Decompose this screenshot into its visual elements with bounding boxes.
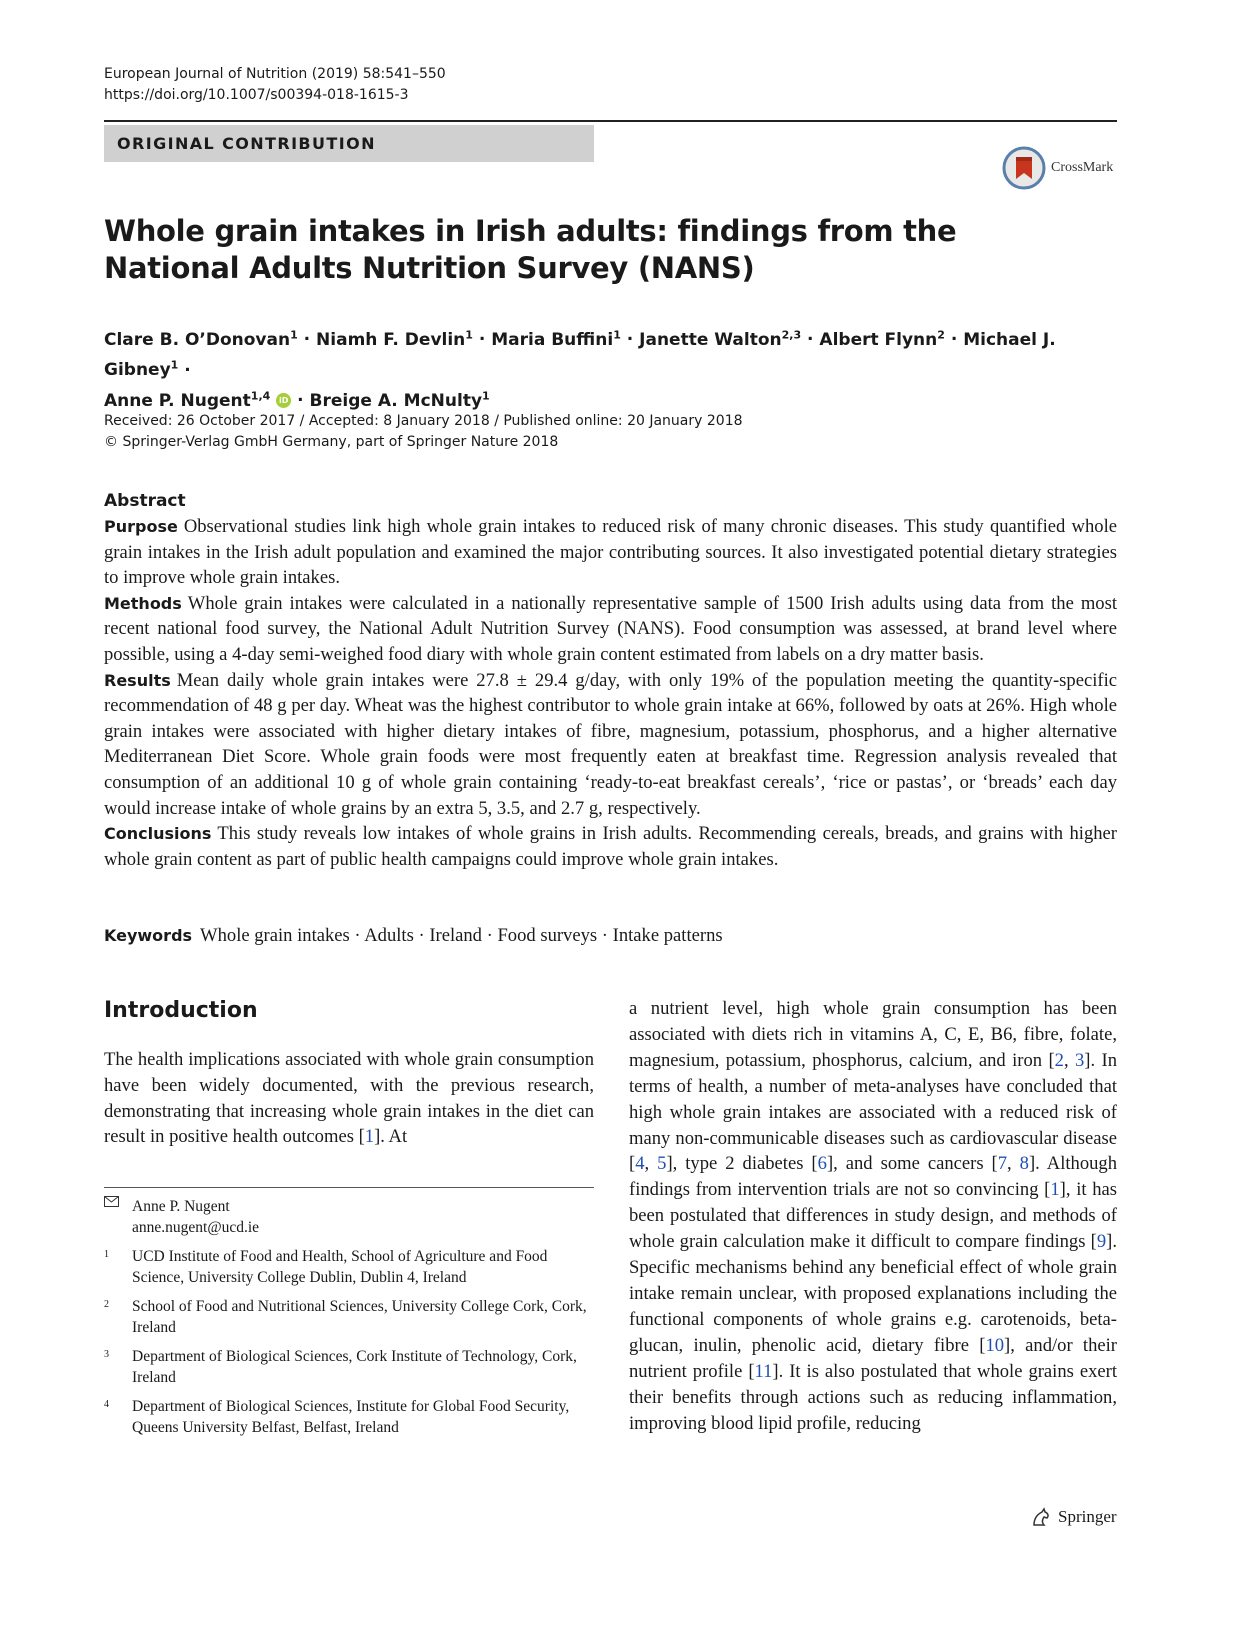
citation-link[interactable]: 2 bbox=[1054, 1049, 1064, 1071]
keywords-label: Keywords bbox=[104, 926, 193, 945]
envelope-icon bbox=[104, 1196, 132, 1238]
contact-footnote bbox=[104, 1196, 594, 1238]
footnotes bbox=[104, 1196, 594, 1446]
section-label: ORIGINAL CONTRIBUTION bbox=[104, 125, 594, 162]
conclusions-label: Conclusions bbox=[104, 824, 212, 844]
citation-link[interactable]: 5 bbox=[657, 1153, 667, 1175]
springer-horse-icon bbox=[1030, 1506, 1052, 1528]
abstract bbox=[104, 488, 1117, 872]
received-accepted-published: Received: 26 October 2017 / Accepted: 8 January 2018 / Published online: 20 January 2018 bbox=[104, 413, 743, 429]
affiliation: 3 Department of Biological Sciences, Cork Institute of Technology, Cork, Ireland bbox=[104, 1348, 577, 1386]
intro-paragraph-left: The health implications associated with whole grain consumption have been widely documented, with the previous research, demonstrating that increasing whole grain intakes in the diet can result in positive health outcomes [1]. At bbox=[104, 1049, 594, 1148]
citation-link[interactable]: 8 bbox=[1019, 1153, 1029, 1175]
journal-citation bbox=[104, 64, 446, 106]
right-column bbox=[629, 996, 1117, 1436]
left-column bbox=[104, 996, 594, 1150]
affiliation: 2 School of Food and Nutritional Sciences, University College Cork, Cork, Ireland bbox=[104, 1298, 587, 1336]
citation-link[interactable]: 3 bbox=[1075, 1049, 1085, 1071]
footnote-rule bbox=[104, 1187, 594, 1188]
abstract-purpose: Purpose Observational studies link high whole grain intakes to reduced risk of many chronic diseases. This study quantified whole grain intakes in the Irish adult population and examined the major contributing sources. It also investigated potential dietary strategies to improve whole grain intakes. bbox=[104, 516, 1117, 589]
introduction-heading: Introduction bbox=[104, 998, 258, 1023]
journal-name: European Journal of Nutrition (2019) 58:541–550 bbox=[104, 66, 446, 82]
author[interactable]: Breige A. McNulty$^1$ bbox=[309, 389, 490, 411]
header-rule bbox=[104, 120, 1117, 122]
abstract-conclusions: Conclusions This study reveals low intakes of whole grains in Irish adults. Recommending cereals, breads, and grains with higher whole grain content as part of public health campaigns could improve whole grain intakes. bbox=[104, 823, 1117, 870]
contact-name: Anne P. Nugent bbox=[132, 1198, 230, 1215]
citation-link[interactable]: 1 bbox=[1050, 1179, 1060, 1201]
author[interactable]: Anne P. Nugent$^{1,4}$ bbox=[104, 389, 271, 411]
keywords-text: Whole grain intakes · Adults · Ireland · Food surveys · Intake patterns bbox=[200, 925, 723, 946]
publisher-name: Springer bbox=[1058, 1507, 1117, 1526]
affiliation: 1 UCD Institute of Food and Health, School of Agriculture and Food Science, University College Dublin, Dublin 4, Ireland bbox=[104, 1248, 548, 1286]
author-list: Clare B. O’Donovan$^1$ · Niamh F. Devlin$^1$ · Maria Buffini$^1$ · Janette Walton$^{2,3}$ · Albert Flynn$^2$ · Michael J. Gibney$^1$ · Anne P. Nugent$^{1,4}$ iD · Breige A. McNulty$^1$ bbox=[104, 328, 1056, 411]
abstract-heading: Abstract bbox=[104, 491, 186, 511]
citation-link[interactable]: 11 bbox=[754, 1360, 773, 1382]
crossmark-badge[interactable] bbox=[1002, 146, 1113, 190]
author[interactable]: Maria Buffini$^1$ bbox=[491, 328, 621, 350]
intro-paragraph-right: a nutrient level, high whole grain consumption has been associated with diets rich in vitamins A, C, E, B6, fibre, folate, magnesium, potassium, phosphorus, calcium, and iron [2, 3]. In terms of health, a number of meta-analyses have concluded that high whole grain intakes are associated with a reduced risk of many non-communicable diseases such as cardiovascular disease [4, 5], type 2 diabetes [6], and some cancers [7, 8]. Although findings from intervention trials are not so convincing [1], it has been postulated that differences in study design, and methods of whole grain calculation make it difficult to compare findings [9]. Specific mechanisms behind any beneficial effect of whole grain intake remain unclear, with proposed explanations including the functional components of whole grains e.g. carotenoids, beta-glucan, inulin, phenolic acid, dietary fibre [10], and/or their nutrient profile [11]. It is also postulated that whole grains exert their benefits through actions such as reducing inflammation, improving blood lipid profile, reducing bbox=[629, 998, 1118, 1434]
affiliation: 4 Department of Biological Sciences, Institute for Global Food Security, Queens University Belfast, Belfast, Ireland bbox=[104, 1398, 570, 1436]
citation-link[interactable]: 1 bbox=[364, 1126, 375, 1148]
methods-label: Methods bbox=[104, 593, 182, 613]
author[interactable]: Michael J. Gibney$^1$ bbox=[104, 329, 1056, 381]
author[interactable]: Janette Walton$^{2,3}$ bbox=[639, 328, 802, 350]
author[interactable]: Clare B. O’Donovan$^1$ bbox=[104, 328, 298, 350]
citation-link[interactable]: 10 bbox=[985, 1334, 1005, 1356]
copyright: © Springer-Verlag GmbH Germany, part of Springer Nature 2018 bbox=[104, 434, 559, 450]
article-title: Whole grain intakes in Irish adults: findings from the National Adults Nutrition Survey (NANS) bbox=[104, 214, 957, 285]
publication-dates bbox=[104, 411, 743, 453]
results-label: Results bbox=[104, 670, 171, 690]
citation-link[interactable]: 7 bbox=[997, 1153, 1008, 1175]
contact-email[interactable]: anne.nugent@ucd.ie bbox=[132, 1219, 260, 1236]
abstract-results: Results Mean daily whole grain intakes were 27.8 ± 29.4 g/day, with only 19% of the population meeting the quantity-specific recommendation of 48 g per day. Wheat was the highest contributor to whole grain intake at 66%, followed by oats at 26%. High whole grain intakes were associated with higher dietary intakes of fibre, magnesium, potassium, phosphorus, and a higher alternative Mediterranean Diet Score. Whole grain foods were most frequently eaten at breakfast time. Regression analysis revealed that consumption of an additional 10 g of whole grain containing ‘ready-to-eat breakfast cereals’, ‘rice or pastas’, or ‘breads’ each day would increase intake of whole grains by an extra 5, 3.5, and 2.7 g, respectively. bbox=[104, 669, 1117, 819]
orcid-icon[interactable]: iD bbox=[276, 393, 291, 408]
purpose-label: Purpose bbox=[104, 517, 178, 536]
crossmark-label: CrossMark bbox=[1051, 160, 1114, 175]
author[interactable]: Niamh F. Devlin$^1$ bbox=[316, 328, 473, 350]
citation-link[interactable]: 6 bbox=[817, 1153, 827, 1175]
springer-logo bbox=[1030, 1506, 1117, 1528]
doi-link[interactable]: https://doi.org/10.1007/s00394-018-1615-3 bbox=[104, 87, 409, 103]
citation-link[interactable]: 4 bbox=[635, 1153, 645, 1175]
citation-link[interactable]: 9 bbox=[1096, 1231, 1107, 1253]
crossmark-icon bbox=[1002, 146, 1046, 190]
author[interactable]: Albert Flynn$^2$ bbox=[819, 328, 945, 350]
keywords bbox=[104, 923, 723, 949]
abstract-methods: Methods Whole grain intakes were calculated in a nationally representative sample of 1500 Irish adults using data from the most recent national food survey, the National Adult Nutrition Survey (NANS). Food consumption was assessed, at brand level where possible, using a 4-day semi-weighed food diary with whole grain content estimated from labels on a dry matter basis. bbox=[104, 592, 1117, 665]
